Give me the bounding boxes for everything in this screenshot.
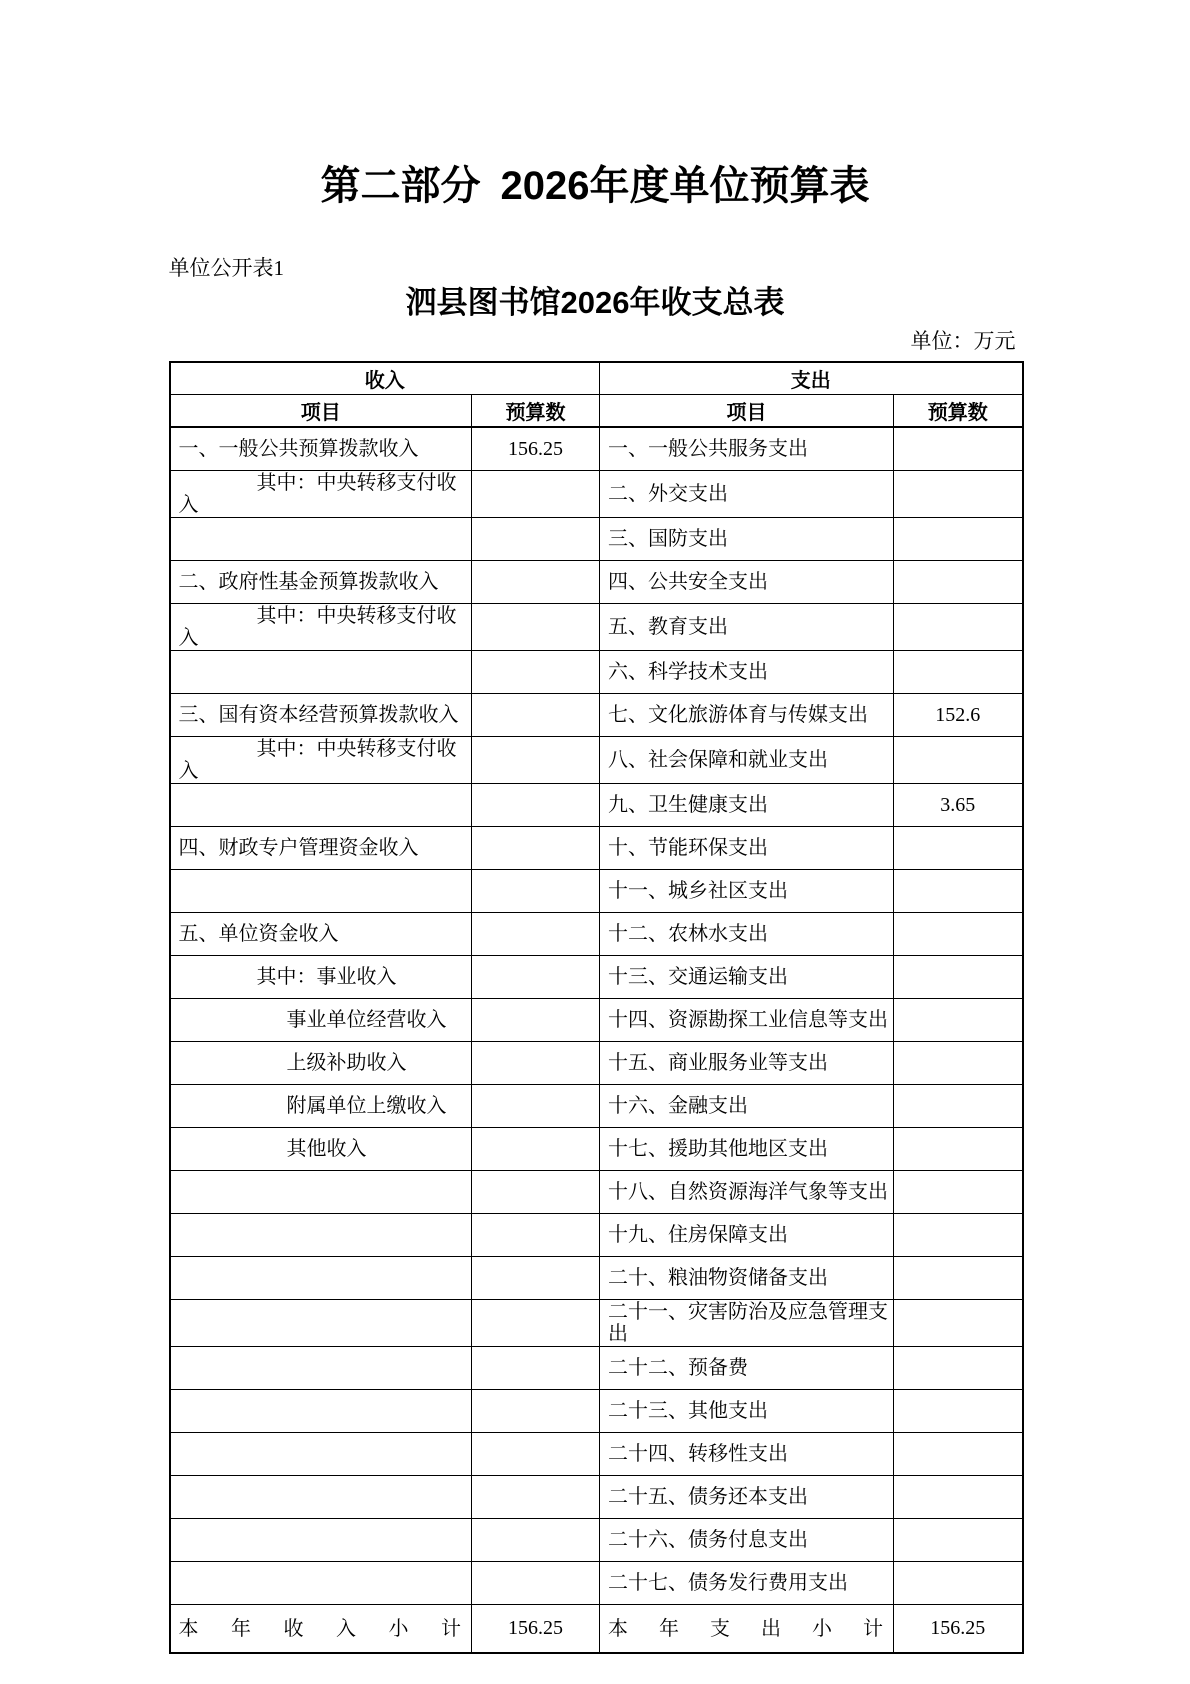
- table-row: [170, 737, 1023, 784]
- expense-item-cell: 二十四、转移性支出: [600, 1433, 894, 1476]
- expense-item-cell: 二十二、预备费: [600, 1347, 894, 1390]
- table-row: [170, 1171, 1023, 1214]
- table-row: [170, 1085, 1023, 1128]
- income-value-cell: [472, 827, 600, 870]
- income-item-cell: [170, 1300, 472, 1347]
- table-body: [170, 427, 1023, 1605]
- expense-value-cell: [894, 1042, 1023, 1085]
- expense-item-cell: 十三、交通运输支出: [600, 956, 894, 999]
- income-value-cell: [472, 1171, 600, 1214]
- document-page: [169, 0, 1022, 1654]
- expense-item-cell: 八、社会保障和就业支出: [600, 737, 894, 784]
- income-value-cell: 156.25: [472, 427, 600, 471]
- table-row: [170, 1042, 1023, 1085]
- expense-item-cell: 六、科学技术支出: [600, 651, 894, 694]
- expense-value-cell: [894, 561, 1023, 604]
- income-item-cell: 其他收入: [170, 1128, 472, 1171]
- income-value-cell: [472, 1347, 600, 1390]
- income-item-cell: 上级补助收入: [170, 1042, 472, 1085]
- expense-item-cell: 二十三、其他支出: [600, 1390, 894, 1433]
- table-row: [170, 956, 1023, 999]
- expense-value-cell: [894, 1214, 1023, 1257]
- income-item-cell: 其中：事业收入: [170, 956, 472, 999]
- expense-value-cell: [894, 1085, 1023, 1128]
- income-item-cell: [170, 1476, 472, 1519]
- income-value-cell: [472, 1476, 600, 1519]
- expense-value-cell: [894, 1128, 1023, 1171]
- table-header-groups: [170, 362, 1023, 395]
- income-value-cell: [472, 604, 600, 651]
- income-value-cell: [472, 1085, 600, 1128]
- income-item-cell: 其中：中央转移支付收入: [170, 471, 472, 518]
- expense-item-cell: 十、节能环保支出: [600, 827, 894, 870]
- income-item-cell: [170, 1519, 472, 1562]
- income-item-cell: 二、政府性基金预算拨款收入: [170, 561, 472, 604]
- income-item-cell: 三、国有资本经营预算拨款收入: [170, 694, 472, 737]
- expense-item-cell: 二十六、债务付息支出: [600, 1519, 894, 1562]
- page-title: 第二部分 2026年度单位预算表: [320, 164, 870, 208]
- expense-budget-column-header: 预算数: [894, 395, 1023, 428]
- table-row: [170, 1433, 1023, 1476]
- expense-value-cell: [894, 471, 1023, 518]
- expense-item-cell: 二十七、债务发行费用支出: [600, 1562, 894, 1605]
- income-value-cell: [472, 870, 600, 913]
- expense-item-cell: 七、文化旅游体育与传媒支出: [600, 694, 894, 737]
- expense-value-cell: [894, 1347, 1023, 1390]
- expense-item-cell: 十五、商业服务业等支出: [600, 1042, 894, 1085]
- income-summary-label: 本年收入小计: [170, 1605, 472, 1654]
- income-item-cell: 四、财政专户管理资金收入: [170, 827, 472, 870]
- income-item-cell: [170, 1433, 472, 1476]
- table-row: [170, 999, 1023, 1042]
- expense-item-cell: 四、公共安全支出: [600, 561, 894, 604]
- income-item-cell: [170, 651, 472, 694]
- income-value-cell: [472, 561, 600, 604]
- table-row: [170, 913, 1023, 956]
- expense-value-cell: [894, 956, 1023, 999]
- expense-item-cell: 十八、自然资源海洋气象等支出: [600, 1171, 894, 1214]
- income-value-cell: [472, 651, 600, 694]
- income-value-cell: [472, 694, 600, 737]
- table-header-columns: [170, 395, 1023, 428]
- expense-item-cell: 三、国防支出: [600, 518, 894, 561]
- income-value-cell: [472, 1433, 600, 1476]
- income-value-cell: [472, 784, 600, 827]
- expense-item-cell: 二十一、灾害防治及应急管理支出: [600, 1300, 894, 1347]
- income-item-cell: [170, 784, 472, 827]
- income-value-cell: [472, 1562, 600, 1605]
- expense-value-cell: [894, 1300, 1023, 1347]
- expense-item-cell: 十四、资源勘探工业信息等支出: [600, 999, 894, 1042]
- table-row: [170, 1128, 1023, 1171]
- table-title: 泗县图书馆2026年收支总表: [405, 285, 785, 320]
- income-value-cell: [472, 1214, 600, 1257]
- income-value-cell: [472, 471, 600, 518]
- income-item-cell: 一、一般公共预算拨款收入: [170, 427, 472, 471]
- income-value-cell: [472, 999, 600, 1042]
- income-value-cell: [472, 1128, 600, 1171]
- table-row: [170, 870, 1023, 913]
- table-row: [170, 827, 1023, 870]
- income-value-cell: [472, 1257, 600, 1300]
- table-row: [170, 561, 1023, 604]
- expense-value-cell: [894, 427, 1023, 471]
- table-row: [170, 1347, 1023, 1390]
- table-row: [170, 518, 1023, 561]
- expense-value-cell: [894, 1519, 1023, 1562]
- income-value-cell: [472, 1042, 600, 1085]
- income-value-cell: [472, 956, 600, 999]
- expense-item-cell: 二十五、债务还本支出: [600, 1476, 894, 1519]
- expense-value-cell: [894, 1476, 1023, 1519]
- income-item-cell: [170, 870, 472, 913]
- income-value-cell: [472, 737, 600, 784]
- income-value-cell: [472, 1300, 600, 1347]
- expense-item-cell: 十二、农林水支出: [600, 913, 894, 956]
- expense-value-cell: [894, 1562, 1023, 1605]
- expense-value-cell: [894, 604, 1023, 651]
- expense-value-cell: [894, 827, 1023, 870]
- expense-summary-label: 本年支出小计: [600, 1605, 894, 1654]
- table-label: 单位公开表1: [168, 256, 284, 280]
- table-row: [170, 1562, 1023, 1605]
- expense-item-cell: 十九、住房保障支出: [600, 1214, 894, 1257]
- income-item-cell: [170, 1214, 472, 1257]
- income-item-cell: 事业单位经营收入: [170, 999, 472, 1042]
- income-budget-column-header: 预算数: [472, 395, 600, 428]
- expense-value-cell: [894, 999, 1023, 1042]
- income-group-header: 收入: [170, 362, 600, 395]
- expense-item-cell: 九、卫生健康支出: [600, 784, 894, 827]
- expense-value-cell: [894, 913, 1023, 956]
- expense-value-cell: [894, 518, 1023, 561]
- table-row: [170, 694, 1023, 737]
- expense-item-cell: 十一、城乡社区支出: [600, 870, 894, 913]
- table-row: [170, 604, 1023, 651]
- expense-value-cell: [894, 1433, 1023, 1476]
- income-value-cell: [472, 1390, 600, 1433]
- table-row: [170, 651, 1023, 694]
- expense-item-cell: 二十、粮油物资储备支出: [600, 1257, 894, 1300]
- expense-value-cell: [894, 870, 1023, 913]
- expense-value-cell: [894, 1257, 1023, 1300]
- table-row: [170, 1214, 1023, 1257]
- expense-value-cell: 3.65: [894, 784, 1023, 827]
- income-item-cell: [170, 1171, 472, 1214]
- income-item-cell: 其中：中央转移支付收入: [170, 737, 472, 784]
- expense-item-cell: 十六、金融支出: [600, 1085, 894, 1128]
- expense-summary-value: 156.25: [894, 1605, 1023, 1654]
- expense-item-cell: 一、一般公共服务支出: [600, 427, 894, 471]
- income-item-cell: 附属单位上缴收入: [170, 1085, 472, 1128]
- expense-value-cell: 152.6: [894, 694, 1023, 737]
- table-row: [170, 1257, 1023, 1300]
- table-row: [170, 1519, 1023, 1562]
- expense-group-header: 支出: [600, 362, 1023, 395]
- unit-note: 单位：万元: [910, 329, 1016, 353]
- income-item-cell: [170, 1390, 472, 1433]
- income-value-cell: [472, 913, 600, 956]
- table-row: [170, 784, 1023, 827]
- table-row: [170, 1300, 1023, 1347]
- income-item-column-header: 项目: [170, 395, 472, 428]
- table-row: [170, 1390, 1023, 1433]
- expense-value-cell: [894, 651, 1023, 694]
- table-row: [170, 427, 1023, 471]
- income-item-cell: [170, 518, 472, 561]
- income-summary-value: 156.25: [472, 1605, 600, 1654]
- expense-item-cell: 十七、援助其他地区支出: [600, 1128, 894, 1171]
- table-row: [170, 1476, 1023, 1519]
- expense-value-cell: [894, 1390, 1023, 1433]
- income-item-cell: [170, 1562, 472, 1605]
- table-row: [170, 471, 1023, 518]
- expense-item-cell: 五、教育支出: [600, 604, 894, 651]
- expense-value-cell: [894, 1171, 1023, 1214]
- income-item-cell: 其中：中央转移支付收入: [170, 604, 472, 651]
- income-item-cell: [170, 1257, 472, 1300]
- income-value-cell: [472, 518, 600, 561]
- income-item-cell: [170, 1347, 472, 1390]
- budget-table: [169, 361, 1024, 1654]
- summary-row: [170, 1605, 1023, 1654]
- expense-item-cell: 二、外交支出: [600, 471, 894, 518]
- income-value-cell: [472, 1519, 600, 1562]
- income-item-cell: 五、单位资金收入: [170, 913, 472, 956]
- expense-item-column-header: 项目: [600, 395, 894, 428]
- expense-value-cell: [894, 737, 1023, 784]
